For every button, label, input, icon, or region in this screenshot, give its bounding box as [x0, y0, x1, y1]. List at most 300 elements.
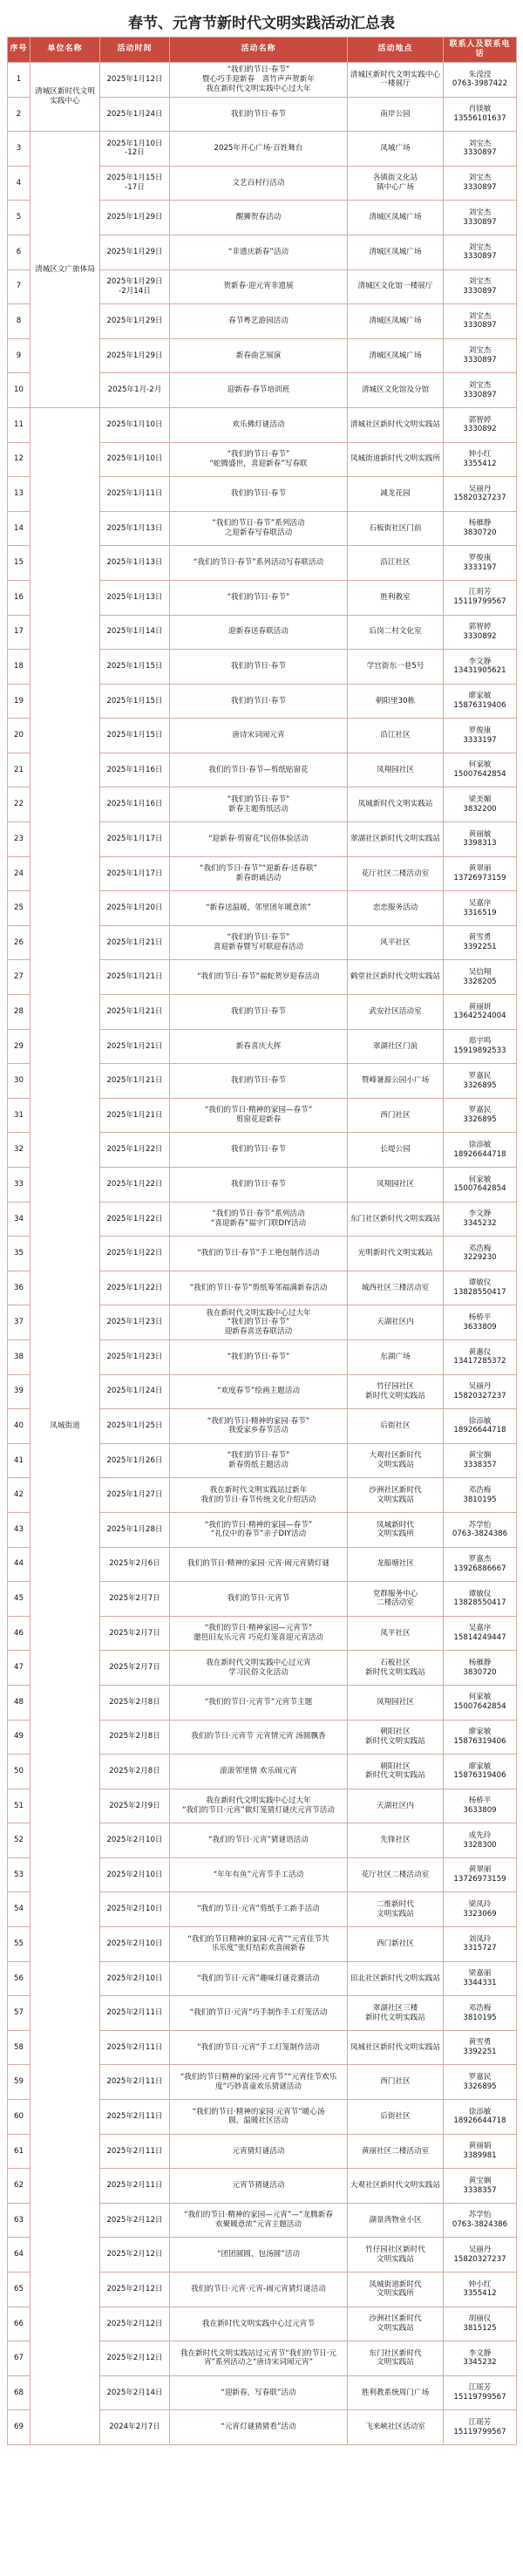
row-contact: 黄惠仪 13417285372: [444, 1339, 517, 1374]
row-time: 2025年1月13日: [100, 546, 170, 581]
row-time: 2025年1月13日: [100, 580, 170, 615]
row-contact: 徐添敏 18926644718: [444, 1133, 517, 1168]
row-location: 天湖社区内: [348, 1305, 444, 1340]
row-contact: 黄翠丽 13726973159: [444, 856, 517, 891]
row-activity: “我们的节日·春节”: [170, 1339, 348, 1374]
row-contact: 谭敏仪 13828550417: [444, 1271, 517, 1305]
row-location: 清城区凤城广场: [348, 201, 444, 235]
row-location: 长堤公园: [348, 1133, 444, 1168]
row-contact: 江瑶芳 15119799567: [444, 2410, 517, 2445]
row-activity: 文艺百村行活动: [170, 166, 348, 201]
row-location: 翠湖社区新时代文明实践站: [348, 822, 444, 857]
row-time: 2025年1月10日: [100, 442, 170, 477]
row-location: 各镇街文化站 镇中心广场: [348, 166, 444, 201]
row-time: 2025年1月29日 -2月14日: [100, 269, 170, 304]
row-contact: 吴嘉序 15814249447: [444, 1616, 517, 1651]
row-time: 2025年1月29日: [100, 201, 170, 235]
row-activity: 我们的节日·春节: [170, 684, 348, 719]
row-contact: 何家敏 15007642854: [444, 1685, 517, 1720]
row-location: 西门社区: [348, 2065, 444, 2100]
row-activity: 新春曲艺展演: [170, 338, 348, 373]
row-index: 58: [8, 2030, 31, 2065]
row-location: 花厅社区二楼活动室: [348, 1857, 444, 1892]
row-activity: “元宵灯谜猜猜看”活动: [170, 2410, 348, 2445]
row-location: 大观社区新时代文明实践站: [348, 2169, 444, 2204]
row-contact: 刘宝杰 3330897: [444, 166, 517, 201]
row-index: 39: [8, 1374, 31, 1409]
row-time: 2025年2月8日: [100, 1720, 170, 1755]
row-index: 32: [8, 1133, 31, 1168]
row-index: 69: [8, 2410, 31, 2445]
row-activity: “我们的节日·春节” “蛇腾盛世，喜迎新春”写春联: [170, 442, 348, 477]
row-time: 2025年2月12日: [100, 2307, 170, 2341]
row-contact: 朱滢滢 0763-3987422: [444, 63, 517, 98]
row-location: 鹤堂社区新时代文明实践站: [348, 960, 444, 995]
row-activity: 新春喜庆大挥: [170, 1029, 348, 1064]
row-location: 凤城新时代文明实践站: [348, 787, 444, 822]
row-activity: “我们的节日·精神的家园—元宵”—“龙腾新春 欢聚暖意浓”元宵主题活动: [170, 2203, 348, 2238]
row-time: 2025年2月8日: [100, 1685, 170, 1720]
row-index: 25: [8, 891, 31, 926]
row-index: 47: [8, 1651, 31, 1686]
row-contact: 杨桥平 3633809: [444, 1789, 517, 1823]
row-activity: 我在新时代文明实践中心过大年 “我们的节日·春节” 迎新春喜送春联活动: [170, 1305, 348, 1340]
row-activity: “我们的节日·元宵”手工灯笼制作活动: [170, 2030, 348, 2065]
row-activity: 唐诗宋词闹元宵: [170, 719, 348, 753]
header-unit: 单位名称: [31, 37, 100, 63]
row-location: 凤翔园社区: [348, 1168, 444, 1203]
row-index: 40: [8, 1409, 31, 1444]
row-index: 11: [8, 407, 31, 442]
table-row: [8, 407, 517, 442]
row-contact: 罗俊康 3333197: [444, 719, 517, 753]
row-activity: “我们的节日·春节”: [170, 580, 348, 615]
row-contact: 梁凤玲 3323069: [444, 1892, 517, 1927]
row-location: 凤平社区: [348, 1616, 444, 1651]
row-index: 20: [8, 719, 31, 753]
row-activity: 2025年开心广场·百姓舞台: [170, 132, 348, 167]
row-time: 2025年1月27日: [100, 1478, 170, 1513]
row-time: 2025年2月10日: [100, 1961, 170, 1996]
row-time: 2025年1月21日: [100, 925, 170, 960]
row-contact: 徐添敏 18926644718: [444, 1409, 517, 1444]
row-activity: 我在新时代文明实践中心过大年 “我们的节日·元宵”做灯笼猜灯谜庆元宵节活动: [170, 1789, 348, 1823]
row-index: 3: [8, 132, 31, 167]
row-activity: 迎新春送春联活动: [170, 615, 348, 650]
row-location: 西门社区: [348, 1098, 444, 1133]
row-index: 14: [8, 511, 31, 546]
row-index: 30: [8, 1064, 31, 1099]
row-unit: 凤城街道: [31, 407, 100, 2444]
row-contact: 黄宝娴 3338357: [444, 2169, 517, 2204]
row-index: 36: [8, 1271, 31, 1305]
row-contact: 黄雪勇 3392251: [444, 2030, 517, 2065]
header-activity: 活动名称: [170, 37, 348, 63]
row-activity: 迎新春·春节培训班: [170, 373, 348, 408]
row-contact: 肖镁敏 13556101637: [444, 97, 517, 132]
row-time: 2025年1月25日: [100, 1409, 170, 1444]
row-activity: 醒狮贺春活动: [170, 201, 348, 235]
row-time: 2025年1月12日: [100, 63, 170, 98]
row-location: 恋恋服务活动: [348, 891, 444, 926]
row-contact: 刘宝杰 3330897: [444, 201, 517, 235]
row-index: 2: [8, 97, 31, 132]
row-unit: 清城区文广旅体局: [31, 132, 100, 408]
row-location: 南岸公园: [348, 97, 444, 132]
row-contact: 刘宝杰 3330897: [444, 304, 517, 339]
row-index: 42: [8, 1478, 31, 1513]
row-location: 沙洲社区新时代 文明实践站: [348, 1478, 444, 1513]
row-index: 61: [8, 2134, 31, 2169]
row-time: 2025年2月14日: [100, 2375, 170, 2410]
row-location: 天湖社区内: [348, 1789, 444, 1823]
row-contact: 刘宝杰 3330897: [444, 373, 517, 408]
row-index: 16: [8, 580, 31, 615]
row-index: 12: [8, 442, 31, 477]
row-location: 竹仔园社区新时代 文明实践站: [348, 2238, 444, 2273]
row-location: 清城社区新时代文明实践站: [348, 407, 444, 442]
row-contact: 罗嘉杰 13926886667: [444, 1547, 517, 1582]
row-time: 2025年1月13日: [100, 511, 170, 546]
row-time: 2025年1月29日: [100, 304, 170, 339]
row-index: 38: [8, 1339, 31, 1374]
row-contact: 杨雁静 3830720: [444, 511, 517, 546]
row-time: 2025年1月10日: [100, 407, 170, 442]
row-index: 17: [8, 615, 31, 650]
row-time: 2025年2月12日: [100, 2238, 170, 2273]
row-index: 10: [8, 373, 31, 408]
row-index: 6: [8, 235, 31, 269]
row-activity: “我们的节日·精神的家园·元宵节”暖心汤 圆，温暖社区活动: [170, 2100, 348, 2135]
row-time: 2025年1月22日: [100, 1133, 170, 1168]
row-activity: 我在新时代文明实践中心过元宵 学习民俗文化活动: [170, 1651, 348, 1686]
row-activity: “我们的节日·春节”系列活动 之迎新春写春联活动: [170, 511, 348, 546]
row-index: 8: [8, 304, 31, 339]
row-contact: 刘宝杰 3330897: [444, 338, 517, 373]
row-contact: 成先玲 3328300: [444, 1823, 517, 1858]
row-time: 2025年1月21日: [100, 995, 170, 1030]
row-activity: 我们的节日·春节: [170, 650, 348, 685]
row-index: 48: [8, 1685, 31, 1720]
row-contact: 杨桥平 3633809: [444, 1305, 517, 1340]
row-location: 田北社区新时代文明实践站: [348, 1961, 444, 1996]
row-activity: “我们的节日·春节” 新春主题剪纸活动: [170, 787, 348, 822]
row-contact: 罗俊康 3333197: [444, 546, 517, 581]
row-time: 2025年1月15日: [100, 719, 170, 753]
row-location: 清城区凤城广场: [348, 338, 444, 373]
row-index: 55: [8, 1927, 31, 1962]
row-time: 2025年1月22日: [100, 1202, 170, 1237]
row-location: 大观社区新时代 文明实践站: [348, 1443, 444, 1478]
page-title: 春节、元宵节新时代文明实践活动汇总表: [128, 15, 395, 32]
row-contact: 杨雁静 3830720: [444, 1651, 517, 1686]
row-time: 2025年1月21日: [100, 960, 170, 995]
row-location: 湖景湾物业小区: [348, 2203, 444, 2238]
row-time: 2025年1月15日 -17日: [100, 166, 170, 201]
row-time: 2025年2月6日: [100, 1547, 170, 1582]
row-activity: 我们的节日·春节: [170, 1168, 348, 1203]
header-index: 序号: [8, 37, 31, 63]
row-activity: “我们的节日·元宵”剪纸手工新手活动: [170, 1892, 348, 1927]
row-activity: “迎新春·剪窗花”民俗体验活动: [170, 822, 348, 857]
row-index: 62: [8, 2169, 31, 2204]
row-time: 2025年1月22日: [100, 1271, 170, 1305]
row-location: 武安社区活动室: [348, 995, 444, 1030]
row-contact: 李文静 3345232: [444, 1202, 517, 1237]
row-contact: 罗嘉民 3326895: [444, 2065, 517, 2100]
row-location: 竹仔园社区 新时代文明实践站: [348, 1374, 444, 1409]
row-activity: “我们的节日·春节”系列活动写春联活动: [170, 546, 348, 581]
row-index: 41: [8, 1443, 31, 1478]
row-index: 43: [8, 1512, 31, 1547]
row-contact: 刘宝杰 3330897: [444, 235, 517, 269]
row-location: 风平社区: [348, 925, 444, 960]
row-contact: 黄丽妍 13642524004: [444, 995, 517, 1030]
row-contact: 郭智婷 3330892: [444, 407, 517, 442]
row-activity: 我们的节日·春节: [170, 477, 348, 512]
row-index: 35: [8, 1237, 31, 1271]
row-location: 党群服务中心 二楼活动室: [348, 1582, 444, 1617]
row-activity: 我在新时代文明实践站过元宵节“我们的节日·元 宵”系列活动之“唐诗宋词闹元宵”: [170, 2341, 348, 2376]
row-location: 朝阳社区 新时代文明实践站: [348, 1720, 444, 1755]
row-contact: 黄宝娴 3338357: [444, 1443, 517, 1478]
row-activity: “我们的节日·元宵”巧手制作手工灯笼活动: [170, 1996, 348, 2031]
header-location: 活动地点: [348, 37, 444, 63]
row-activity: 元宵猜灯谜活动: [170, 2134, 348, 2169]
row-location: 沿江社区: [348, 546, 444, 581]
row-index: 65: [8, 2273, 31, 2307]
row-activity: 我们的节日·精神的家园·元宵·闹元宵猜灯谜: [170, 1547, 348, 1582]
row-activity: “我们的节日·精神的家园—春节” 剪窗花迎新春: [170, 1098, 348, 1133]
row-index: 51: [8, 1789, 31, 1823]
row-location: 翠湖社区门前: [348, 1029, 444, 1064]
row-time: 2025年1月29日: [100, 338, 170, 373]
row-index: 22: [8, 787, 31, 822]
row-location: 花厅社区二楼活动室: [348, 856, 444, 891]
row-index: 37: [8, 1305, 31, 1340]
row-contact: 黄丽娟 3389981: [444, 2134, 517, 2169]
row-time: 2025年2月10日: [100, 1823, 170, 1858]
row-time: 2025年1月17日: [100, 822, 170, 857]
row-time: 2025年1月14日: [100, 615, 170, 650]
row-time: 2025年2月9日: [100, 1789, 170, 1823]
row-contact: 罗嘉民 3326895: [444, 1098, 517, 1133]
row-time: 2025年1月21日: [100, 1064, 170, 1099]
row-location: 凤城新时代 文明实践所: [348, 1512, 444, 1547]
row-activity: 我们的节日·元宵节: [170, 1582, 348, 1617]
row-time: 2025年1月16日: [100, 753, 170, 787]
row-index: 5: [8, 201, 31, 235]
row-activity: “新春送温暖，邻里团年暖意浓”: [170, 891, 348, 926]
row-index: 44: [8, 1547, 31, 1582]
row-location: 东门社区新时代 文明实践站: [348, 2341, 444, 2376]
activity-summary-table: [7, 37, 517, 2445]
row-activity: “年年有鱼”元宵节手工活动: [170, 1857, 348, 1892]
row-activity: “我们的节日·春节”手工艳包制作活动: [170, 1237, 348, 1271]
row-time: 2025年1月15日: [100, 650, 170, 685]
row-index: 49: [8, 1720, 31, 1755]
row-location: 清城区文化馆及分馆: [348, 373, 444, 408]
row-time: 2025年2月10日: [100, 1927, 170, 1962]
row-location: 朝阳社区 新时代文明实践站: [348, 1755, 444, 1789]
row-activity: “我们的节日精神的家园·元宵节”“元宵佳节欢乐 度”巧妙喜童欢乐猜谜活动: [170, 2065, 348, 2100]
row-activity: “我们的节日·春节” 喜迎新春暨写对联迎春活动: [170, 925, 348, 960]
row-time: 2025年1月10日 -12日: [100, 132, 170, 167]
row-activity: “我们的节日·春节”剪纸筹邻福满新春活动: [170, 1271, 348, 1305]
row-index: 4: [8, 166, 31, 201]
row-contact: 吴丽丹 15820327237: [444, 477, 517, 512]
row-location: 后街社区: [348, 1409, 444, 1444]
row-index: 63: [8, 2203, 31, 2238]
row-location: 赞峰暑源公园小广场: [348, 1064, 444, 1099]
row-location: 学宫街东一巷5号: [348, 650, 444, 685]
row-location: 朝阳里30栋: [348, 684, 444, 719]
row-time: 2025年2月10日: [100, 1892, 170, 1927]
row-activity: 我在新时代文明实践中心过元宵节: [170, 2307, 348, 2341]
row-activity: “我们的节日精神的家园·元宵”“元宵佳节共 乐乐度”张灯结彩欢喜闹新春: [170, 1927, 348, 1962]
row-index: 64: [8, 2238, 31, 2273]
row-activity: “团团圆圆，包汤圆”活动: [170, 2238, 348, 2273]
row-activity: “我们的节日·精神的家园—春节” “礼仪中的春节”亲子DIY活动: [170, 1512, 348, 1547]
row-contact: 何家敏 15007642854: [444, 753, 517, 787]
row-location: 沙洲社区新时代 文明实践站: [348, 2307, 444, 2341]
row-index: 27: [8, 960, 31, 995]
row-location: 胜利教系统周门广场: [348, 2375, 444, 2410]
row-activity: 我们的节日·元宵节 元宵情元宵 汤圆飘香: [170, 1720, 348, 1755]
row-location: 翠湖社区三楼 新时代文明实践站: [348, 1996, 444, 2031]
row-contact: 罗嘉民 3326895: [444, 1064, 517, 1099]
row-activity: “我们的节日·春节” 暨心巧手迎新春 喜竹声声贺新年 我在新时代文明实践中心过大年: [170, 63, 348, 98]
row-time: 2025年2月11日: [100, 1996, 170, 2031]
row-location: 二维新时代 文明实践站: [348, 1892, 444, 1927]
row-contact: 邓浩梅 3810195: [444, 1478, 517, 1513]
row-contact: 苏学怡 0763-3824386: [444, 2203, 517, 2238]
row-contact: 江瑶芳 15119799567: [444, 2375, 517, 2410]
row-time: 2025年1月20日: [100, 891, 170, 926]
row-time: 2025年1月23日: [100, 1339, 170, 1374]
row-activity: “我们的节日·元宵”趣味灯谜竞赛活动: [170, 1961, 348, 1996]
row-index: 23: [8, 822, 31, 857]
row-time: 2025年1月-2月: [100, 373, 170, 408]
row-location: 凤翔园社区: [348, 1685, 444, 1720]
row-index: 13: [8, 477, 31, 512]
row-contact: 谭敏仪 13828550417: [444, 1582, 517, 1617]
row-index: 29: [8, 1029, 31, 1064]
row-location: 东湖广场: [348, 1339, 444, 1374]
row-location: 龙船塘社区: [348, 1547, 444, 1582]
row-activity: “我们的节日·精神家园—元宵节” 邀邑旧友乐元宵 巧克灯笼喜迎元宵活动: [170, 1616, 348, 1651]
row-index: 34: [8, 1202, 31, 1237]
row-contact: 钟小红 3355412: [444, 442, 517, 477]
row-index: 66: [8, 2307, 31, 2341]
row-contact: 梁美媚 3832200: [444, 787, 517, 822]
row-index: 67: [8, 2341, 31, 2376]
row-time: 2025年2月7日: [100, 1616, 170, 1651]
row-time: 2025年2月8日: [100, 1755, 170, 1789]
row-activity: 春节粤艺游园活动: [170, 304, 348, 339]
row-location: 凤城社区新时代文明实践站: [348, 2030, 444, 2065]
row-location: 清城区文化馆一楼展厅: [348, 269, 444, 304]
row-activity: “欢度春节”绘画主题活动: [170, 1374, 348, 1409]
header-time: 活动时间: [100, 37, 170, 63]
row-activity: “我们的节日·精神的家园·春节” 我爱家乡春节活动: [170, 1409, 348, 1444]
row-location: 清城区凤城广场: [348, 304, 444, 339]
row-contact: 黄丽敏 3398313: [444, 822, 517, 857]
row-location: 清城区新时代文明实践中心一楼展厅: [348, 63, 444, 98]
row-time: 2025年1月16日: [100, 787, 170, 822]
row-location: 西门新社区: [348, 1927, 444, 1962]
row-time: 2025年1月24日: [100, 1374, 170, 1409]
row-contact: 刘宝杰 3330897: [444, 132, 517, 167]
row-contact: 刘凤玲 3315727: [444, 1927, 517, 1962]
row-activity: 我们的节日·春节: [170, 1133, 348, 1168]
row-time: 2025年2月10日: [100, 1857, 170, 1892]
row-time: 2025年2月11日: [100, 2169, 170, 2204]
row-index: 53: [8, 1857, 31, 1892]
row-location: 沿江社区: [348, 719, 444, 753]
row-index: 9: [8, 338, 31, 373]
row-activity: “我们的节日·春节” 新春剪纸主题活动: [170, 1443, 348, 1478]
row-contact: 李文静 3345232: [444, 2341, 517, 2376]
row-contact: 郭智婷 3330892: [444, 615, 517, 650]
row-contact: 钟小红 3355412: [444, 2273, 517, 2307]
row-time: 2024年2月7日: [100, 2410, 170, 2445]
row-contact: 廖家敏 15876319406: [444, 1755, 517, 1789]
row-time: 2025年2月11日: [100, 2134, 170, 2169]
row-time: 2025年1月22日: [100, 1237, 170, 1271]
row-contact: 黄翠丽 13726973159: [444, 1857, 517, 1892]
row-location: 光明新时代文明实践站: [348, 1237, 444, 1271]
row-time: 2025年1月22日: [100, 1168, 170, 1203]
row-index: 45: [8, 1582, 31, 1617]
row-activity: 我们的节日·元宵·元宵-闹元宵猜灯谜活动: [170, 2273, 348, 2307]
row-activity: “我们的节日·春节”“迎新春·送春联” 新春朗诵活动: [170, 856, 348, 891]
row-time: 2025年2月7日: [100, 1582, 170, 1617]
row-location: 石板街社区门前: [348, 511, 444, 546]
row-contact: 刘宝杰 3330897: [444, 269, 517, 304]
row-index: 60: [8, 2100, 31, 2135]
row-index: 31: [8, 1098, 31, 1133]
row-contact: 廖家敏 15876319406: [444, 684, 517, 719]
row-activity: 滚滚邻里情 欢乐闹元宵: [170, 1755, 348, 1789]
row-activity: 贺新春·迎元宵非遗展: [170, 269, 348, 304]
row-activity: “我们的节日·春节”福蛇贺岁迎春活动: [170, 960, 348, 995]
row-location: 减龙花园: [348, 477, 444, 512]
row-time: 2025年1月23日: [100, 1305, 170, 1340]
row-contact: 郑宇鸣 15919892533: [444, 1029, 517, 1064]
row-contact: 江玥芳 15119799567: [444, 580, 517, 615]
row-contact: 黄雪勇 3392251: [444, 925, 517, 960]
row-time: 2025年1月29日: [100, 235, 170, 269]
row-time: 2025年2月12日: [100, 2273, 170, 2307]
row-index: 26: [8, 925, 31, 960]
row-location: 石板社区 新时代文明实践站: [348, 1651, 444, 1686]
row-index: 68: [8, 2375, 31, 2410]
row-time: 2025年2月7日: [100, 1651, 170, 1686]
row-index: 50: [8, 1755, 31, 1789]
row-location: 后街社区: [348, 2100, 444, 2135]
row-location: 城西社区三楼活动室: [348, 1271, 444, 1305]
row-index: 59: [8, 2065, 31, 2100]
row-contact: 吴嘉序 3316519: [444, 891, 517, 926]
row-index: 33: [8, 1168, 31, 1203]
row-index: 46: [8, 1616, 31, 1651]
row-index: 24: [8, 856, 31, 891]
row-index: 15: [8, 546, 31, 581]
row-contact: 梁嘉丽 3344331: [444, 1961, 517, 1996]
row-time: 2025年2月12日: [100, 2203, 170, 2238]
row-location: 东门社区新时代文明实践站: [348, 1202, 444, 1237]
